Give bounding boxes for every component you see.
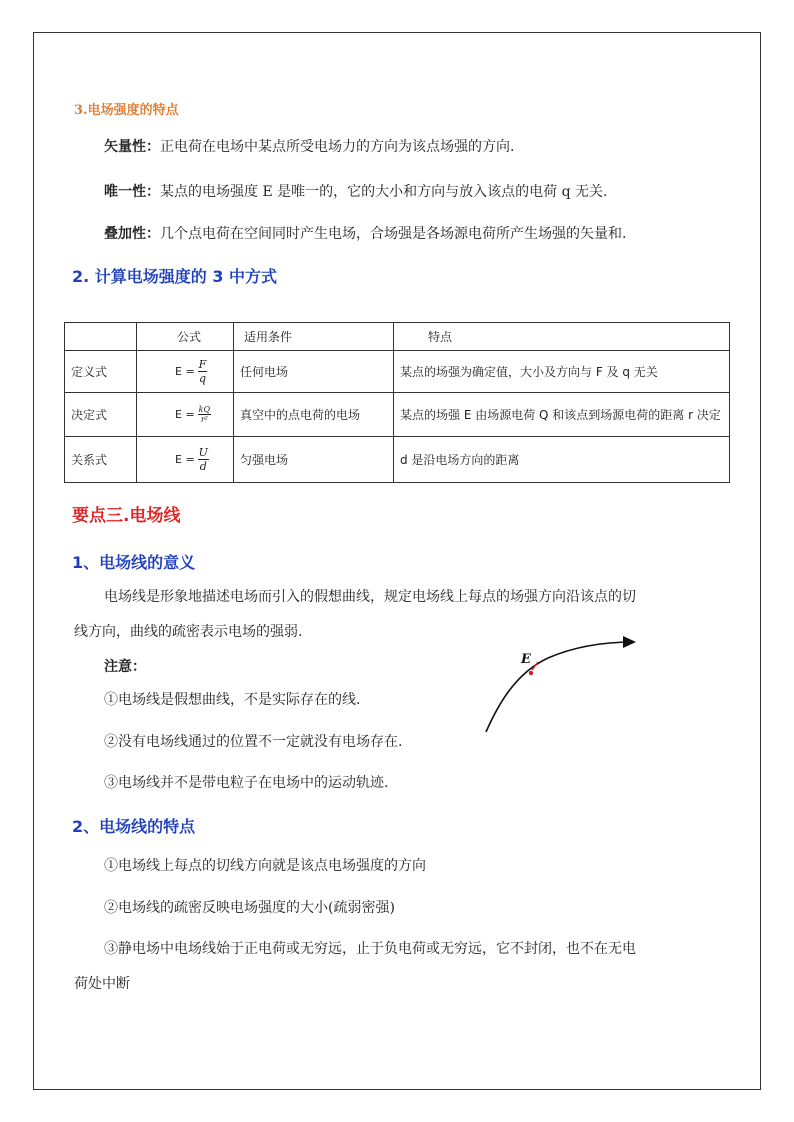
meaning-text-line1: 电场线是形象地描述电场而引入的假想曲线，规定电场线上每点的场强方向沿该点的切 [104,589,636,605]
row-condition: 匀强电场 [234,437,394,483]
feature-item: ③静电场中电场线始于正电荷或无穷远，止于负电荷或无穷远，它不封闭，也不在无电 [104,941,636,957]
field-line-curve [486,642,633,732]
property-text: 正电荷在电场中某点所受电场力的方向为该点场强的方向. [160,139,515,155]
formula-fraction [198,446,209,473]
note-item: ③电场线并不是带电粒子在电场中的运动轨迹. [104,775,389,791]
property-superposition [104,223,626,243]
fraction-numerator: F [198,358,207,371]
feature-item-continued: 荷处中断 [74,976,130,992]
row-condition: 真空中的点电荷的电场 [234,393,394,437]
property-term: 矢量性： [104,139,160,155]
row-name: 关系式 [65,437,137,483]
field-line-diagram [478,630,648,740]
formula-left: E = [175,365,195,378]
table-header: 适用条件 [234,323,394,351]
row-feature: 某点的场强为确定值，大小及方向与 F 及 q 无关 [394,351,730,393]
formula-fraction [198,358,208,385]
table-header: 公式 [137,323,234,351]
note-item: ②没有电场线通过的位置不一定就没有电场存在. [104,734,403,750]
fraction-denominator: r² [200,415,208,424]
keypoint-heading: 要点三.电场线 [72,506,181,526]
field-line-arrowhead [623,636,636,648]
formula-fraction [198,405,211,424]
row-name: 决定式 [65,393,137,437]
meaning-heading: 1、电场线的意义 [72,553,196,572]
property-term: 唯一性： [104,184,160,200]
formula-table [64,322,730,483]
row-formula [137,437,234,483]
property-vector [104,136,514,156]
note-title: 注意： [104,659,146,675]
calc-heading: 2. 计算电场强度的 3 中方式 [72,267,278,286]
row-feature: 某点的场强 E 由场源电荷 Q 和该点到场源电荷的距离 r 决定 [394,393,730,437]
table-row [65,351,730,393]
row-condition: 任何电场 [234,351,394,393]
table-row [65,437,730,483]
table-header: 特点 [394,323,730,351]
field-label: E [521,652,531,667]
row-feature: d 是沿电场方向的距离 [394,437,730,483]
row-name: 定义式 [65,351,137,393]
formula-left: E = [175,408,195,421]
fraction-denominator: d [199,460,207,473]
row-formula [137,393,234,437]
property-term: 叠加性： [104,226,160,242]
table-header [65,323,137,351]
table-row [65,393,730,437]
fraction-numerator: U [198,446,208,459]
meaning-text-line2: 线方向，曲线的疏密表示电场的强弱. [74,624,303,640]
feature-item: ②电场线的疏密反映电场强度的大小(疏弱密强) [104,900,395,916]
section3-heading: 3.电场强度的特点 [74,103,179,118]
features-heading: 2、电场线的特点 [72,817,196,836]
formula-left: E = [175,453,195,466]
table-header-row [65,323,730,351]
property-text: 几个点电荷在空间同时产生电场，合场强是各场源电荷所产生场强的矢量和. [160,226,627,242]
row-formula [137,351,234,393]
fraction-numerator: kQ [198,405,211,414]
feature-item: ①电场线上每点的切线方向就是该点电场强度的方向 [104,858,426,874]
note-item: ①电场线是假想曲线，不是实际存在的线. [104,692,361,708]
field-point [529,671,533,675]
fraction-denominator: q [198,372,207,385]
property-text: 某点的电场强度 E 是唯一的，它的大小和方向与放入该点的电荷 q 无关. [160,184,608,200]
property-uniqueness [104,181,607,201]
